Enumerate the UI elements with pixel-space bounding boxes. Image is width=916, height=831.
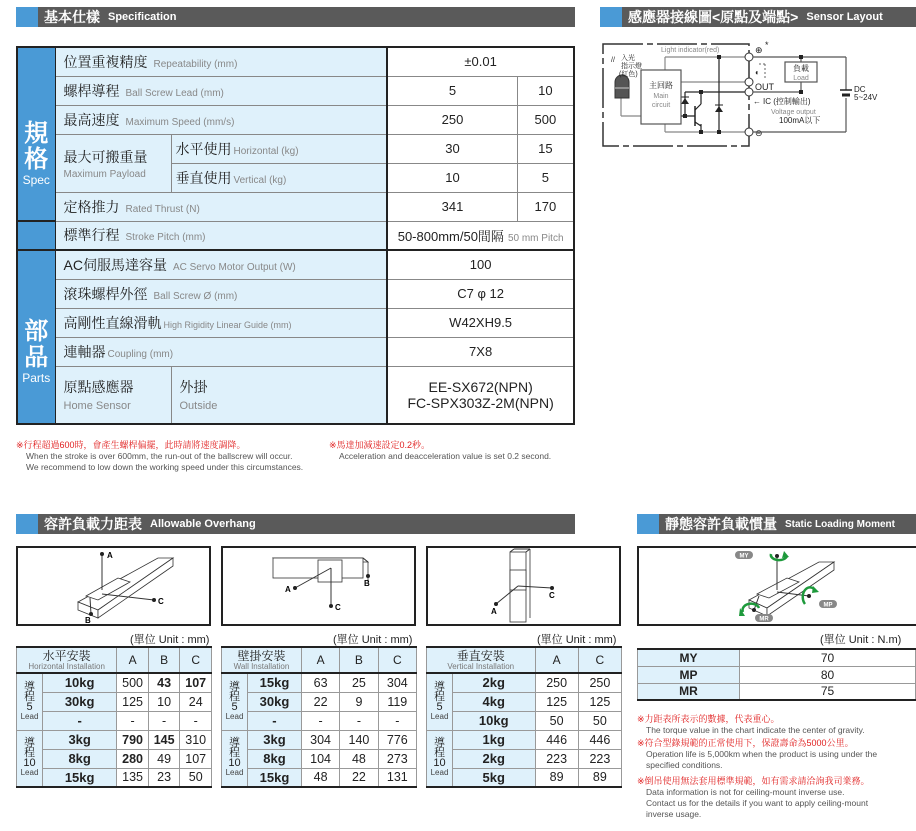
table-row [17,250,574,279]
moment-key: MY [638,649,740,666]
weight-cell: 30kg [248,692,302,711]
weight-cell: 8kg [248,749,302,768]
weight-cell: 15kg [248,673,302,692]
table-row [427,673,622,692]
value-cell: 23 [148,768,180,787]
table-header-row [17,647,212,673]
in-light-zh1: 入光 [621,55,635,62]
light-indicator-label: Light indicator(red) [661,47,720,54]
in-light-zh3: (紅色) [619,71,638,78]
moment-value: 75 [740,683,916,700]
row-label [55,221,387,250]
spec-group-en: Spec [22,173,50,187]
head-en: Horizontal Installation [28,661,105,671]
horizontal-overhang-table [16,646,212,788]
row-label [55,337,387,366]
moment-title-zh: 靜態容許負載慣量 [665,516,777,532]
table-row [17,711,212,730]
row-sublabel [171,366,387,424]
wall-diagram [221,546,416,626]
table-row [17,337,574,366]
parts-group-cell [17,250,55,424]
lead-5-cell: 導 程 5 Lead [427,673,453,730]
stroke-sub: 50 mm Pitch [507,232,564,244]
row-label [55,105,387,134]
sub-row-label [171,163,387,192]
value-cell: 145 [148,730,180,749]
table-row [222,711,417,730]
col-c: C [180,647,212,673]
label-en: High Rigidity Linear Guide (mm) [163,319,292,330]
value-cell: 223 [578,749,621,768]
value-cell: 446 [578,730,621,749]
value-cell: - [378,711,416,730]
value-cell: 125 [117,692,149,711]
label-zh: 位置重複精度 [63,53,148,70]
value-cell: 446 [535,730,578,749]
table-row [427,730,622,749]
value-cell: 22 [301,692,339,711]
parts-group-zh: 部 品 [24,318,49,371]
row-label [55,76,387,105]
weight-cell: 30kg [43,692,117,711]
star-mark: * [765,40,769,50]
head-en: Vertical Installation [447,661,515,671]
value-cell: 107 [180,673,212,692]
value-cell: 776 [378,730,416,749]
unit-label: (單位 Unit : mm) [537,634,617,646]
table-row [17,768,212,787]
table-row [222,749,417,768]
table-row [17,47,574,76]
voltage-label: Voltage output [771,109,816,116]
unit-label: (單位 Unit : N.m) [820,634,902,646]
moment-value: 70 [740,649,916,666]
note-red: ※符合型錄規範的正常使用下，保證壽命為5000公里。 [637,738,854,748]
payload-h-10: 15 [517,134,574,163]
main-circuit-zh: 主回路 [649,81,673,90]
value-cell: 119 [378,692,416,711]
note-en: Contact us for the details if you want to apply ceiling-mount [646,798,869,808]
head-zh: 壁掛安裝 [237,648,286,663]
lead-10-cell: 導 程 10 Lead [222,730,248,787]
value-cell: 50 [535,711,578,730]
value-cell: 48 [301,768,339,787]
value-cell: 304 [378,673,416,692]
table-row [17,366,574,424]
table-row [17,692,212,711]
value-cell: 63 [301,673,339,692]
sensor-model-2: FC-SPX303Z-2M(NPN) [407,394,554,411]
weight-cell: 10kg [43,673,117,692]
label-c: C [335,603,341,612]
value-cell: 223 [535,749,578,768]
minus-terminal: ⊖ [755,128,763,138]
mr-badge-text: MR [759,616,769,623]
svg-text:◐: ◐ [755,68,760,77]
thrust-10: 170 [517,192,574,221]
row-label [55,308,387,337]
row-label [55,47,387,76]
label-en: AC Servo Motor Output (W) [172,261,296,273]
coupling-value: 7X8 [387,337,574,366]
weight-cell: 2kg [453,749,536,768]
table-header-row [222,647,417,673]
label-a: A [285,585,291,594]
speed-5-value: 250 [387,105,517,134]
label-b: B [364,579,370,588]
label-zh: 高剛性直線滑軌 [63,314,162,331]
motor-value: 100 [387,250,574,279]
weight-cell: 3kg [248,730,302,749]
unit-label: (單位 Unit : mm) [130,634,210,646]
label-en: Outside [179,400,218,413]
note-red: ※力距表所表示的數據，代表重心。 [637,714,780,724]
spec-title-zh: 基本仕樣 [44,9,100,25]
note-en: Data information is not for ceiling-mount inverse use. [646,787,845,797]
weight-cell: 15kg [43,768,117,787]
value-cell: 310 [180,730,212,749]
note-en: Operation life is 5,000km when the product is using under the [646,749,878,759]
install-head [222,647,302,673]
label-zh: AC伺服馬達容量 [63,256,167,273]
note-red: ※行程超過600時，會產生螺桿偏擺，此時請將速度調降。 [16,440,246,450]
speed-10-value: 500 [517,105,574,134]
spec-group-tail [17,221,55,250]
label-zh: 連軸器 [63,343,106,360]
table-row [17,192,574,221]
head-zh: 水平安裝 [42,648,91,663]
label-zh: 標準行程 [63,227,120,244]
row-label [55,279,387,308]
value-cell: 500 [117,673,149,692]
spec-note-1 [16,438,303,473]
payload-h-5: 30 [387,134,517,163]
table-row [222,692,417,711]
table-header-row [427,647,622,673]
table-row [222,768,417,787]
note-red: ※馬達加減速設定0.2秒。 [329,440,431,450]
parts-group-en: Parts [22,371,51,385]
payload-v-10: 5 [517,163,574,192]
sub-row-label [171,134,387,163]
horizontal-diagram [16,546,211,626]
ic-label: IC (控制輸出) [763,97,811,106]
spec-note-2 [329,438,551,462]
label-a: A [491,607,497,616]
note-en: inverse usage. [646,809,702,819]
label-en: Horizontal (kg) [233,145,299,157]
load-en: Load [793,75,809,82]
weight-cell: 4kg [453,692,536,711]
header-accent [16,514,38,534]
unit-label: (單位 Unit : mm) [333,634,413,646]
table-row [638,666,916,683]
value-cell: 49 [148,749,180,768]
value-cell: 304 [301,730,339,749]
sensor-section-header [600,7,916,27]
my-badge-text: MY [739,553,749,560]
value-cell: 10 [148,692,180,711]
ballscrew-value: C7 φ 12 [387,279,574,308]
header-accent [16,7,38,27]
col-a: A [301,647,339,673]
overhang-title-en: Allowable Overhang [150,518,256,530]
label-en: Maximum Speed (mm/s) [125,116,235,128]
col-b: B [148,647,180,673]
weight-cell: - [43,711,117,730]
header-accent [637,514,659,534]
stroke-value [387,221,574,250]
head-en: Wall Installation [233,661,290,671]
table-row [17,76,574,105]
weight-cell: 10kg [453,711,536,730]
moment-diagram [637,546,916,626]
label-zh: 最大可搬重量 [63,148,148,165]
moment-table [637,648,916,701]
weight-cell: 3kg [43,730,117,749]
head-zh: 垂直安裝 [456,648,505,663]
table-row [638,683,916,700]
dc-range: 5~24V [854,93,878,102]
note-en: The torque value in the chart indicate the center of gravity. [646,725,865,735]
label-en: Maximum Payload [63,168,146,180]
mp-badge-text: MP [823,602,833,609]
moment-key: MP [638,666,740,683]
label-zh: 原點感應器 [63,379,134,396]
table-row [222,673,417,692]
svg-text:←: ← [753,97,761,106]
moment-title-en: Static Loading Moment [785,518,895,530]
moment-notes [637,712,916,820]
svg-text://: // [611,57,615,64]
spec-section-header [16,7,575,27]
value-cell: 48 [340,749,378,768]
lead-5-value: 5 [387,76,517,105]
table-row [427,768,622,787]
lead-10-value: 10 [517,76,574,105]
row-label [55,192,387,221]
weight-cell: 2kg [453,673,536,692]
row-label [55,366,171,424]
value-cell: 89 [535,768,578,787]
label-zh: 滾珠螺桿外徑 [63,285,148,302]
moment-value: 80 [740,666,916,683]
weight-cell: 1kg [453,730,536,749]
install-head [17,647,117,673]
row-label [55,134,171,192]
moment-section-header [637,514,916,534]
label-zh: 垂直使用 [175,169,232,186]
weight-cell: 5kg [453,768,536,787]
table-row [17,730,212,749]
sensor-title-en: Sensor Layout [806,11,883,23]
out-label: OUT [755,82,774,92]
table-row [17,749,212,768]
table-row [17,105,574,134]
value-cell: - [148,711,180,730]
install-head [427,647,536,673]
value-cell: 9 [340,692,378,711]
label-a: A [107,551,113,560]
sensor-wiring-diagram [601,40,907,150]
spec-group-zh: 規 格 [24,120,49,173]
payload-v-5: 10 [387,163,517,192]
value-cell: - [340,711,378,730]
note-en: We recommend to low down the working speed under this circumstances. [26,462,304,472]
sensor-value [387,366,574,424]
note-en: specified conditions. [646,760,723,770]
current-label: 100mA以下 [779,116,821,125]
wall-slider-icon [223,548,414,624]
note-en: Acceleration and deacceleration value is set 0.2 second. [339,451,552,461]
moment-key: MR [638,683,740,700]
label-zh: 定格推力 [63,198,120,215]
label-en: Coupling (mm) [107,348,174,360]
note-en: When the stroke is over 600mm, the run-out of the ballscrew will occur. [26,451,293,461]
value-cell: 273 [378,749,416,768]
lead-5-cell: 導 程 5 Lead [222,673,248,730]
value-cell: 104 [301,749,339,768]
weight-cell: 8kg [43,749,117,768]
label-zh: 螺桿導程 [63,82,120,99]
value-cell: 22 [340,768,378,787]
col-b: B [340,647,378,673]
value-cell: 24 [180,692,212,711]
value-cell: 140 [340,730,378,749]
value-cell: 50 [578,711,621,730]
lead-10-cell: 導 程 10 Lead [427,730,453,787]
label-en: Home Sensor [63,400,131,413]
value-cell: 25 [340,673,378,692]
table-row [427,749,622,768]
vertical-overhang-table [426,646,622,788]
label-en: Rated Thrust (N) [125,203,200,215]
value-cell: - [180,711,212,730]
spec-title-en: Specification [108,11,177,23]
main-circuit-en1: Main [653,93,669,100]
weight-cell: 15kg [248,768,302,787]
vertical-diagram [426,546,621,626]
value-cell: 50 [180,768,212,787]
label-zh: 外掛 [179,379,208,396]
value-cell: 125 [535,692,578,711]
spec-table [16,46,575,425]
table-row [17,673,212,692]
table-row [17,221,574,250]
table-row [17,134,574,163]
value-cell: 89 [578,768,621,787]
thrust-5: 341 [387,192,517,221]
weight-cell: - [248,711,302,730]
label-en: Stroke Pitch (mm) [125,232,206,244]
moment-slider-icon [639,548,916,624]
table-row [17,308,574,337]
label-en: Ball Screw Ø (mm) [153,290,238,302]
value-cell: - [301,711,339,730]
label-c: C [158,597,164,606]
table-row [427,692,622,711]
label-zh: 水平使用 [175,140,232,157]
plus-terminal: ⊕ [755,45,763,55]
value-cell: 131 [378,768,416,787]
label-en: Repeatability (mm) [153,58,238,70]
label-en: Vertical (kg) [233,174,287,186]
label-b: B [85,616,91,624]
value-cell: 107 [180,749,212,768]
load-zh: 負載 [793,64,809,73]
note-red: ※倒吊使用無法套用標準規範，如有需求請洽詢我司業務。 [637,776,870,786]
wall-overhang-table [221,646,417,788]
spec-group-cell [17,47,55,221]
table-row [222,730,417,749]
repeatability-value: ±0.01 [387,47,574,76]
sensor-title-zh: 感應器接線圖<原點及端點> [628,9,799,25]
overhang-section-header [16,514,575,534]
value-cell: 43 [148,673,180,692]
table-row [17,279,574,308]
label-c: C [549,591,555,600]
col-a: A [117,647,149,673]
value-cell: 790 [117,730,149,749]
in-light-zh2: 指示燈 [621,63,642,70]
table-row [427,711,622,730]
lead-10-cell: 導 程 10 Lead [17,730,43,787]
main-circuit-en2: circuit [651,102,671,109]
value-cell: 250 [535,673,578,692]
guide-value: W42XH9.5 [387,308,574,337]
label-zh: 最高速度 [63,111,120,128]
value-cell: 135 [117,768,149,787]
value-cell: 125 [578,692,621,711]
sensor-model-1: EE-SX672(NPN) [428,378,533,395]
col-a: A [535,647,578,673]
horizontal-slider-icon [18,548,209,624]
value-cell: - [117,711,149,730]
row-label [55,250,387,279]
vertical-slider-icon [428,548,619,624]
col-c: C [378,647,416,673]
stroke-main: 50-800mm/50間隔 [397,228,504,244]
table-row [638,649,916,666]
header-accent [600,7,622,27]
overhang-title-zh: 容許負載力距表 [44,516,142,532]
lead-5-cell: 導 程 5 Lead [17,673,43,730]
dc-label: DC [854,85,866,94]
value-cell: 250 [578,673,621,692]
col-c: C [578,647,621,673]
label-en: Ball Screw Lead (mm) [125,87,224,99]
value-cell: 280 [117,749,149,768]
